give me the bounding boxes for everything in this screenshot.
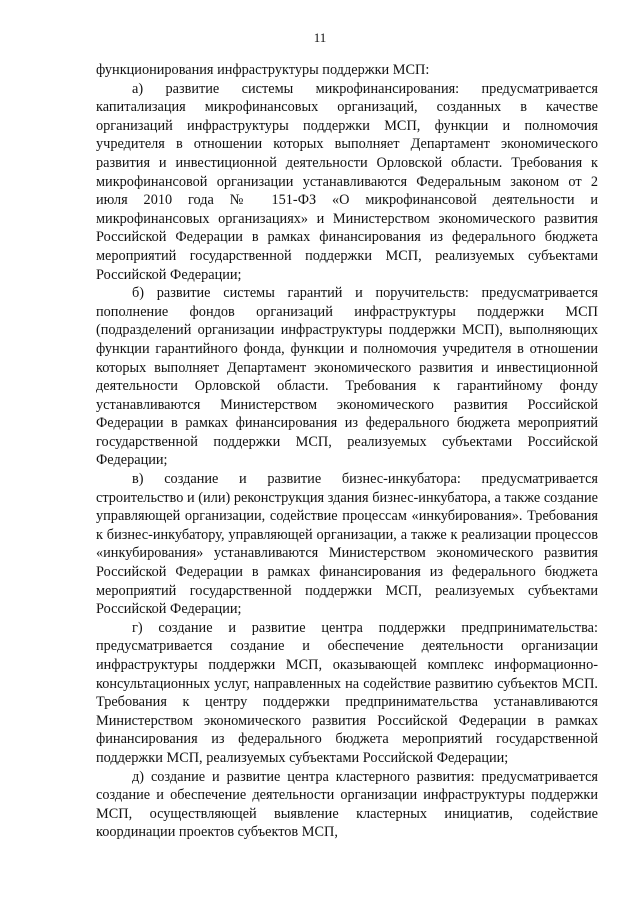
paragraph-intro: функционирования инфраструктуры поддержки МСП: <box>96 62 430 78</box>
document-body <box>96 61 598 842</box>
paragraph-item-d: д) создание и развитие центра кластерного развития: предусматривается создание и обеспечение деятельности организации инфраструктуры поддержки МСП, осуществляющей выявление кластерных инициатив, содействие координации проектов субъектов МСП, <box>96 768 598 841</box>
paragraph-item-v: в) создание и развитие бизнес-инкубатора: предусматривается строительство и (или) реконструкция здания бизнес-инкубатора, а также создание управляющей организации, содействие процессам «инкубирования». Требования к бизнес-инкубатору, управляющей организации, а также к реализации процессов «инкубирования» устанавливаются Министерством экономического развития Российской Федерации в рамках финансирования из федерального бюджета мероприятий государственной поддержки МСП, реализуемых субъектами Российской Федерации; <box>96 471 598 618</box>
paragraph-item-b: б) развитие системы гарантий и поручительств: предусматривается пополнение фондов организаций инфраструктуры поддержки МСП (подразделений организации инфраструктуры поддержки МСП), выполняющих функции гарантийного фонда, функции и полномочия учредителя в отношении которых выполняет Департамент экономического развития и инвестиционной деятельности Орловской области. Требования к гарантийному фонду устанавливаются Министерством экономического развития Российской Федерации в рамках финансирования из федерального бюджета мероприятий государственной поддержки МСП, реализуемых субъектами Российской Федерации; <box>96 285 598 469</box>
page-number: 11 <box>313 30 327 45</box>
paragraph-item-a: а) развитие системы микрофинансирования: предусматривается капитализация микрофинансовых организаций, созданных в качестве организаций инфраструктуры поддержки МСП, функции и полномочия учредителя в отношении которых выполняет Департамент экономического развития и инвестиционной деятельности Орловской области. Требования к микрофинансовой организации устанавливаются Федеральным законом от 2 июля 2010 года № 151-ФЗ «О микрофинансовой деятельности и микрофинансовых организациях» и Министерством экономического развития Российской Федерации в рамках финансирования из федерального бюджета мероприятий государственной поддержки МСП, реализуемых субъектами Российской Федерации; <box>96 80 598 283</box>
paragraph-item-g: г) создание и развитие центра поддержки предпринимательства: предусматривается создание и обеспечение деятельности организации инфраструктуры поддержки МСП, оказывающей комплекс информационно-консультационных услуг, направленных на содействие развитию субъектов МСП. Требования к центру поддержки предпринимательства устанавливаются Министерством экономического развития Российской Федерации в рамках финансирования из федерального бюджета мероприятий государственной поддержки МСП, реализуемых субъектами Российской Федерации; <box>96 619 598 766</box>
